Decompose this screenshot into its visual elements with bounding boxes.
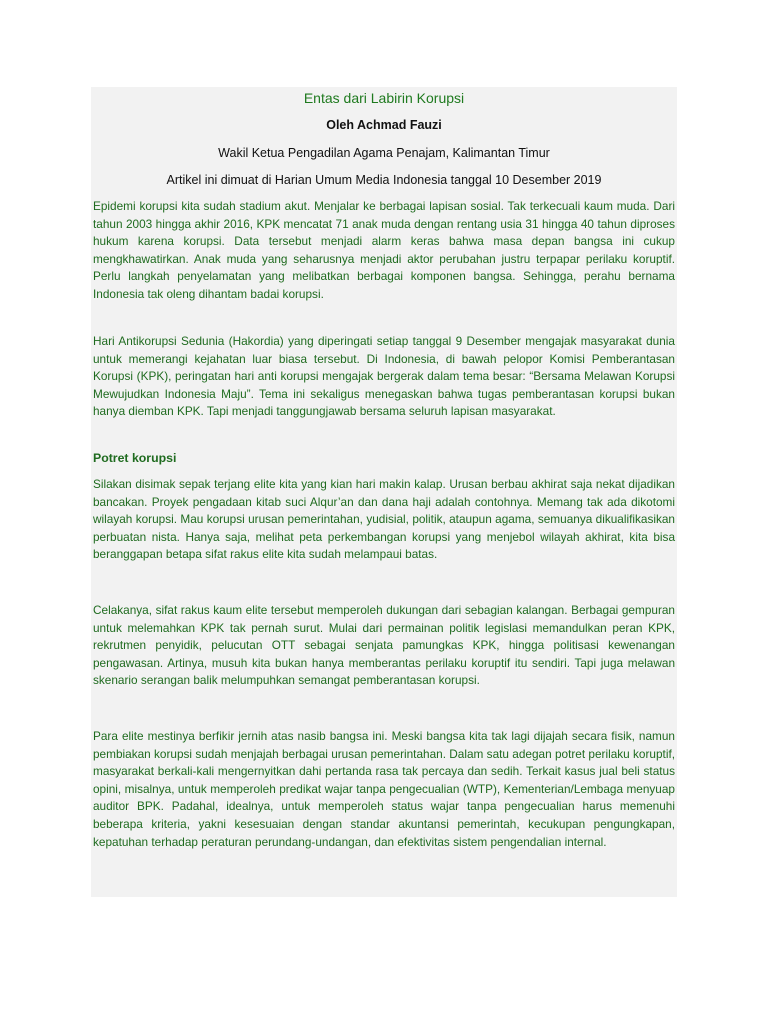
paragraph-5: Para elite mestinya berfikir jernih atas nasib bangsa ini. Meski bangsa kita tak lagi dijajah secara fisik, namun pembiakan korupsi sudah menjajah berbagai urusan pemerintahan. Dalam satu adegan potret perilaku koruptif, masyarakat berkali-kali mengernyitkan dahi pertanda rasa tak percaya dan sedih. Terkait kasus jual beli status opini, misalnya, untuk memperoleh predikat wajar tanpa pengecualian (WTP), Kementerian/Lembaga menyuap auditor BPK. Padahal, idealnya, untuk memperoleh status wajar tanpa pengecualian harus memenuhi beberapa kriteria, yakni kesesuaian dengan standar akuntansi pemerintah, kecukupan pengungkapan, kepatuhan terhadap peraturan perundang-undangan, dan efektivitas sistem pengendalian internal. bbox=[93, 729, 675, 849]
article-title: Entas dari Labirin Korupsi bbox=[303, 90, 465, 106]
article-author: Oleh Achmad Fauzi bbox=[326, 118, 442, 132]
author-affiliation: Wakil Ketua Pengadilan Agama Penajam, Kalimantan Timur bbox=[218, 146, 550, 160]
section-heading: Potret korupsi bbox=[93, 451, 177, 465]
paragraph-1: Epidemi korupsi kita sudah stadium akut. Menjalar ke berbagai lapisan sosial. Tak terkecuali kaum muda. Dari tahun 2003 hingga akhir 2016, KPK mencatat 71 anak muda dengan rentang usia 31 hingga 40 tahun diproses hukum karena korupsi. Data tersebut menjadi alarm keras bahwa masa depan bangsa ini cukup mengkhawatirkan. Anak muda yang seharusnya menjadi aktor perubahan justru terpapar perilaku koruptif. Perlu langkah penyelamatan yang melibatkan berbagai komponen bangsa. Sehingga, perahu bernama Indonesia tak oleng dihantam badai korupsi. bbox=[93, 199, 675, 301]
paragraph-2: Hari Antikorupsi Sedunia (Hakordia) yang diperingati setiap tanggal 9 Desember mengajak masyarakat dunia untuk memerangi kejahatan luar biasa tersebut. Di Indonesia, di bawah pelopor Komisi Pemberantasan Korupsi (KPK), peringatan hari anti korupsi mengajak bergerak dalam tema besar: “Bersama Melawan Korupsi Mewujudkan Indonesia Maju”. Tema ini sekaligus menegaskan bahwa tugas pemberantasan korupsi bukan hanya diemban KPK. Tapi menjadi tanggungjawab bersama seluruh lapisan masyarakat. bbox=[93, 334, 675, 419]
publication-source: Artikel ini dimuat di Harian Umum Media Indonesia tanggal 10 Desember 2019 bbox=[166, 173, 602, 187]
paragraph-3: Silakan disimak sepak terjang elite kita yang kian hari makin kalap. Urusan berbau akhirat saja nekat dijadikan bancakan. Proyek pengadaan kitab suci Alqur’an dan dana haji adalah contohnya. Memang tak ada dikotomi wilayah korupsi. Mau korupsi urusan pemerintahan, yudisial, politik, ataupun agama, semuanya dikualifikasikan perbuatan nista. Hanya saja, melihat peta perkembangan korupsi yang menjebol wilayah akhirat, kita bisa beranggapan betapa sifat rakus elite kita sudah melampaui batas. bbox=[93, 477, 675, 562]
paragraph-4: Celakanya, sifat rakus kaum elite tersebut memperoleh dukungan dari sebagian kalangan. Berbagai gempuran untuk melemahkan KPK tak pernah surut. Mulai dari permainan politik legislasi memandulkan peran KPK, rekrutmen penyidik, pelucutan OTT sebagai senjata pamungkas KPK, hingga politisasi kewenangan pengawasan. Artinya, musuh kita bukan hanya memberantas perilaku koruptif itu sendiri. Tapi juga melawan skenario serangan balik melumpuhkan semangat pemberantasan korupsi. bbox=[93, 603, 675, 688]
